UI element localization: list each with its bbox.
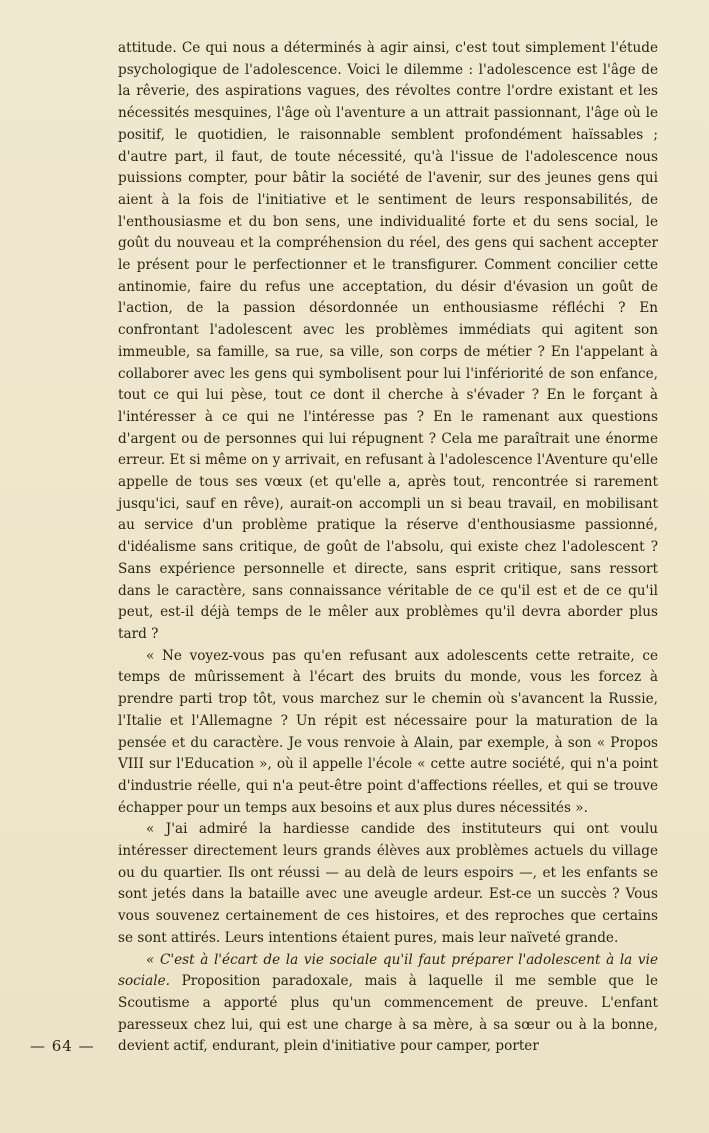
paragraph-4-rest: Proposition paradoxale, mais à laquelle il me semble que le Scoutisme a apporté plus qu'un commencement de preuve. L'enfant paresseux chez lui, qui est une charge à sa mère, à sa sœur ou à la bonne, devient actif, endurant, plein d'initiative pour camper, porter — [118, 973, 658, 1055]
paragraph-1: attitude. Ce qui nous a déterminés à agir ainsi, c'est tout simplement l'étude psychologique de l'adolescence. Voici le dilemme : l'adolescence est l'âge de la rêverie, des aspirations vagues, des révoltes contre l'ordre existant et les nécessités mesquines, l'âge où l'aventure a un attrait passionnant, l'âge où le positif, le quotidien, le raisonnable semblent profondément haïssables ; d'autre part, il faut, de toute nécessité, qu'à l'issue de l'adolescence nous puissions compter, pour bâtir la société de l'avenir, sur des jeunes gens qui aient à la fois de l'initiative et le sentiment de leurs responsabilités, de l'enthousiasme et du bon sens, une individualité forte et du sens social, le goût du nouveau et la compréhension du réel, des gens qui sachent accepter le présent pour le perfectionner et le transfigurer. Comment concilier cette antinomie, faire du refus une acceptation, du désir d'évasion un goût de l'action, de la passion désordonnée un enthousiasme réfléchi ? En confrontant l'adolescent avec les problèmes immédiats qui agitent son immeuble, sa famille, sa rue, sa ville, son corps de métier ? En l'appelant à collaborer avec les gens qui symbolisent pour lui l'infériorité de son enfance, tout ce qui lui pèse, tout ce dont il cherche à s'évader ? En le forçant à l'intéresser à ce qui ne l'intéresse pas ? En le ramenant aux questions d'argent ou de personnes qui lui répugnent ? Cela me paraîtrait une énorme erreur. Et si même on y arrivait, en refusant à l'adolescence l'Aventure qu'elle appelle de tous ses vœux (et qu'elle a, après tout, rencontrée si rarement jusqu'ici, sauf en rêve), aurait-on accompli un si beau travail, en mobilisant au service d'un problème pratique la réserve d'enthousiasme passionné, d'idéalisme sans critique, de goût de l'absolu, qui existe chez l'adolescent ? Sans expérience personnelle et directe, sans esprit critique, sans ressort dans le caractère, sans connaissance véritable de ce qu'il est et de ce qu'il peut, est-il déjà temps de le mêler aux problèmes qu'il devra aborder plus tard ? — [118, 40, 658, 642]
page-number: — 64 — — [30, 1037, 95, 1055]
paragraph-3: « J'ai admiré la hardiesse candide des instituteurs qui ont voulu intéresser directement leurs grands élèves aux problèmes actuels du village ou du quartier. Ils ont réussi — au delà de leurs espoirs —, et les enfants se sont jetés dans la bataille avec une aveugle ardeur. Est-ce un succès ? Vous vous souvenez certainement de ces histoires, et des reproches que certains se sont attirés. Leurs intentions étaient pures, mais leur naïveté grande. — [118, 821, 658, 946]
paragraph-2: « Ne voyez-vous pas qu'en refusant aux adolescents cette retraite, ce temps de mûrissement à l'écart des bruits du monde, vous les forcez à prendre parti trop tôt, vous marchez sur le chemin où s'avancent la Russie, l'Italie et l'Allemagne ? Un répit est nécessaire pour la maturation de la pensée et du caractère. Je vous renvoie à Alain, par exemple, à son « Propos VIII sur l'Education », où il appelle l'école « cette autre société, qui n'a point d'industrie réelle, qui n'a peut-être point d'affections réelles, et qui se trouve échapper pour un temps aux besoins et aux plus dures nécessités ». — [118, 647, 658, 816]
italic-quote: « C'est à l'écart de la vie sociale qu'il faut préparer l'adolescent à la vie sociale. — [118, 951, 658, 990]
paragraph-4 — [118, 950, 658, 1059]
body-text — [118, 38, 658, 1058]
